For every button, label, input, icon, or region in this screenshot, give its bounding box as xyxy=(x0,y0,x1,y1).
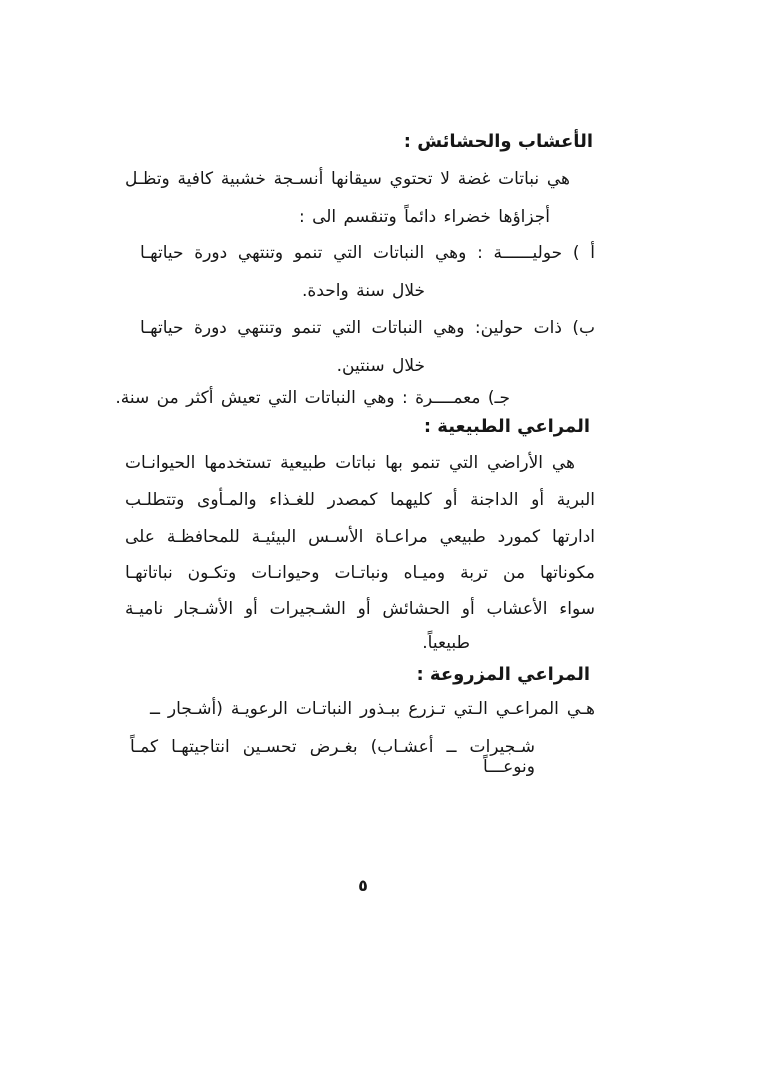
paragraph-line: سواء الأعشاب أو الحشائش أو الشـجيرات أو الأشـجار ناميـة xyxy=(125,599,595,619)
list-item-annuals-line: أ ) حوليــــــة : وهي النباتات التي تنمو وتنتهي دورة حياتهـا xyxy=(140,243,595,263)
list-item-biennials-line: ب) ذات حولين: وهي النباتات التي تنمو وتنتهي دورة حياتهـا xyxy=(140,318,595,338)
section-heading-natural-pastures: المراعي الطبيعية : xyxy=(423,416,590,437)
paragraph-last-line: طبيعياً. xyxy=(422,633,470,653)
text-block xyxy=(115,0,595,800)
paragraph-line: مكوناتها من تربة وميـاه ونباتـات وحيوانـات وتكـون نباتاتهـا xyxy=(125,563,595,583)
paragraph-line: ادارتها كمورد طبيعي مراعـاة الأسـس البيئيـة للمحافظـة على xyxy=(125,527,595,547)
paragraph-line: هـي المراعـي الـتي تـزرع ببـذور النباتـات الرعويـة (أشـجار ــ xyxy=(150,699,595,719)
list-item-annuals-continuation: خلال سنة واحدة. xyxy=(302,281,425,301)
paragraph-line: هي الأراضي التي تنمو بها نباتات طبيعية تستخدمها الحيوانـات xyxy=(125,453,575,473)
page-number: ٥ xyxy=(358,876,368,895)
paragraph-line: شـجيرات ــ أعشـاب) بغـرض تحسـين انتاجيتهـا كمـاً ونوعـــاً xyxy=(130,737,535,777)
list-item-perennials-line: جـ) معمــــرة : وهي النباتات التي تعيش أكثر من سنة. xyxy=(115,388,510,408)
section-heading-cultivated-pastures: المراعي المزروعة : xyxy=(416,664,590,685)
paragraph-line: البرية أو الداجنة أو كليهما كمصدر للغـذاء والمـأوى وتتطلـب xyxy=(125,490,595,510)
list-item-biennials-continuation: خلال سنتين. xyxy=(336,356,425,376)
paragraph-line: أجزاؤها خضراء دائماً وتنقسم الى : xyxy=(298,207,550,227)
section-heading-herbs-and-grasses: الأعشاب والحشائش : xyxy=(403,131,593,152)
paragraph-line: هي نباتات غضة لا تحتوي سيقانها أنسـجة خشبية كافية وتظـل xyxy=(125,169,570,189)
